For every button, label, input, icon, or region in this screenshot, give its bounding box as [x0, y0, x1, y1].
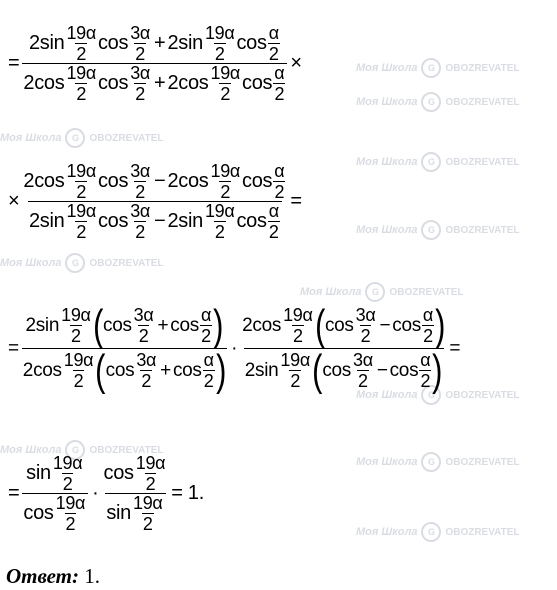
obozrevatel-logo-icon: G: [65, 128, 85, 148]
obozrevatel-logo-icon: G: [65, 253, 85, 273]
watermark: Моя Школа G OBOZREVATEL: [356, 220, 520, 240]
big-fraction: 2 sin $\frac{19\alpha}{2}$ cos $\frac{3\alpha}{2}$ + 2 sin $\frac{19\alpha}{2}$ cos $\frac{\alpha}{2}$ 2 cos $\frac{19\alpha}{2}$ cos $\frac{3\alpha}{2}$ + 2 cos $\frac{19\alpha}{2}$ cos $\frac{\alpha}{2}$: [22, 24, 287, 103]
equation-line-2: × 2 cos $\frac{19\alpha}{2}$ cos $\frac{3\alpha}{2}$ − 2 cos $\frac{19\alpha}{2}$ cos $\frac{\alpha}{2}$ 2 sin $\frac{19\alpha}{2}$ cos $\frac{3\alpha}{2}$ − 2 sin $\frac{19\alpha}{2}$ cos $\frac{\alpha}{2}$ =: [8, 160, 302, 242]
obozrevatel-logo-icon: G: [365, 282, 385, 302]
big-fraction: sin $\frac{19\alpha}{2}$ cos $\frac{19\alpha}{2}$: [22, 454, 88, 533]
watermark: Моя Школа G OBOZREVATEL: [356, 522, 520, 542]
watermark: Моя Школа G OBOZREVATEL: [356, 152, 520, 172]
big-fraction: 2 cos $\frac{19\alpha}{2}$ cos $\frac{3\alpha}{2}$ − 2 cos $\frac{19\alpha}{2}$ cos $\frac{\alpha}{2}$ 2 sin $\frac{19\alpha}{2}$ cos $\frac{3\alpha}{2}$ − 2 sin $\frac{19\alpha}{2}$ cos $\frac{\alpha}{2}$: [23, 160, 285, 242]
obozrevatel-logo-icon: G: [421, 92, 441, 112]
big-fraction: 2 sin $\frac{19\alpha}{2}$ ( cos $\frac{3\alpha}{2}$ + cos $\frac{\alpha}{2}$ ) 2 cos $\frac{19\alpha}{2}$ ( cos $\frac{3\alpha}{2}$ + cos $\frac{\alpha}{2}$ ): [22, 300, 226, 395]
obozrevatel-logo-icon: G: [421, 522, 441, 542]
watermark: Моя Школа G OBOZREVATEL: [356, 58, 520, 78]
watermark: Моя Школа G OBOZREVATEL: [356, 92, 520, 112]
watermark: Моя Школа G OBOZREVATEL: [356, 385, 520, 405]
equation-line-3: = 2 sin $\frac{19\alpha}{2}$ ( cos $\frac{3\alpha}{2}$ + cos $\frac{\alpha}{2}$ ) 2 cos $\frac{19\alpha}{2}$ ( cos $\frac{3\alpha}{2}$ + cos $\frac{\alpha}{2}$ ) · 2 cos $\frac{19\alpha}{2}$ ( cos $\frac{3\alpha}{2}$ − cos $\frac{\alpha}{2}$ ) 2 sin $\frac{19\alpha}{2}$ ( cos $\frac{3\alpha}{2}$ − cos $\frac{\alpha}{2}$ ) =: [8, 300, 461, 395]
equation-line-1: = 2 sin $\frac{19\alpha}{2}$ cos $\frac{3\alpha}{2}$ + 2 sin $\frac{19\alpha}{2}$ cos $\frac{\alpha}{2}$ 2 cos $\frac{19\alpha}{2}$ cos $\frac{3\alpha}{2}$ + 2 cos $\frac{19\alpha}{2}$ cos $\frac{\alpha}{2}$ ×: [8, 22, 302, 104]
answer-value: 1.: [84, 564, 100, 588]
obozrevatel-logo-icon: G: [421, 58, 441, 78]
obozrevatel-logo-icon: G: [421, 385, 441, 405]
big-fraction: 2 cos $\frac{19\alpha}{2}$ ( cos $\frac{3\alpha}{2}$ − cos $\frac{\alpha}{2}$ ) 2 sin $\frac{19\alpha}{2}$ ( cos $\frac{3\alpha}{2}$ − cos $\frac{\alpha}{2}$ ): [242, 300, 446, 395]
equation-line-4: = sin $\frac{19\alpha}{2}$ cos $\frac{19\alpha}{2}$ · cos $\frac{19\alpha}{2}$ sin $\frac{19\alpha}{2}$ = 1.: [8, 452, 205, 534]
watermark: Моя Школа G OBOZREVATEL: [300, 282, 464, 302]
watermark: Моя Школа G OBOZREVATEL: [0, 253, 164, 273]
watermark: Моя Школа G OBOZREVATEL: [356, 452, 520, 472]
big-fraction: cos $\frac{19\alpha}{2}$ sin $\frac{19\alpha}{2}$: [103, 452, 166, 534]
watermark: Моя Школа G OBOZREVATEL: [0, 440, 164, 460]
watermark: Моя Школа G OBOZREVATEL: [0, 128, 164, 148]
obozrevatel-logo-icon: G: [65, 440, 85, 460]
answer-line: [6, 564, 100, 589]
obozrevatel-logo-icon: G: [421, 452, 441, 472]
answer-label: Ответ:: [6, 564, 79, 588]
obozrevatel-logo-icon: G: [421, 152, 441, 172]
obozrevatel-logo-icon: G: [421, 220, 441, 240]
